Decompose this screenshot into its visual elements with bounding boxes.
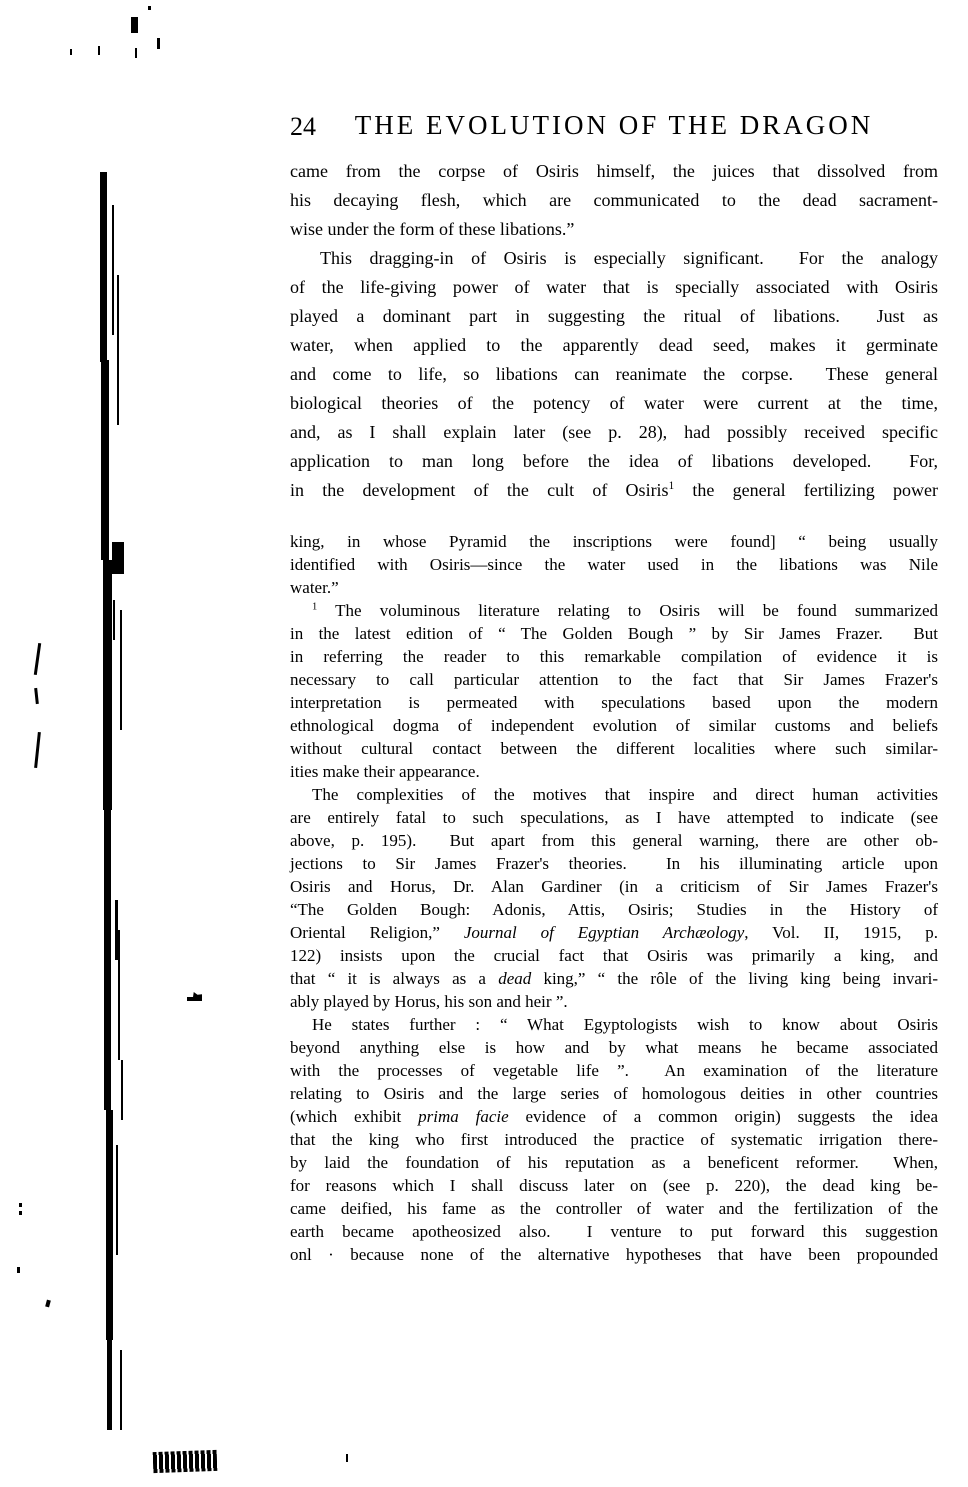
scan-blot [112,542,124,574]
text-line [290,898,938,921]
text-line [290,157,938,186]
text-run: ethnological dogma of independent evolution of similar customs and beliefs [290,716,938,735]
text-run: This dragging-in of Osiris is especially significant. For the analogy [320,248,938,268]
text-run: without cultural contact between the different localities where such similar- [290,739,938,758]
text-run: ities make their appearance. [290,762,480,781]
text-run: above, p. 195). But apart from this general warning, there are other ob- [290,831,938,850]
text-run: played a dominant part in suggesting the ritual of libations. Just as [290,306,938,326]
text-line [290,302,938,331]
text-run: identified with Osiris—since the water used in the libations was Nile [290,555,938,574]
scan-line [116,1145,118,1255]
text-line [290,760,938,783]
text-run: that the king who first introduced the practice of systematic irrigation there- [290,1130,938,1149]
text-run: earth became apotheosized also. I venture to put forward this suggestion [290,1222,938,1241]
text-line [290,1082,938,1105]
text-run: by laid the foundation of his reputation as a beneficent reformer. When, [290,1153,938,1172]
text-run: The voluminous literature relating to Osiris will be found summarized [317,601,938,620]
scan-line [118,930,120,1060]
text-run: onl · because none of the alternative hypotheses that have been propounded [290,1245,938,1264]
scan-blot [187,992,202,1001]
text-line [290,1243,938,1266]
text-line [290,186,938,215]
text-line [290,668,938,691]
scan-line [120,610,122,730]
text-line [290,1197,938,1220]
text-run: prima facie [418,1107,509,1126]
scan-streak [100,172,107,362]
text-run: the general fertilizing power [674,480,938,500]
text-run: king, in whose Pyramid the inscriptions were found] “ being usually [290,532,938,551]
text-run: relating to Osiris and the large series of homologous deities in other countries [290,1084,938,1103]
body-text [290,157,938,505]
text-run: evidence of a common origin) suggests the idea [508,1107,939,1126]
footnote-marker: 1 [668,480,675,492]
text-line [290,576,938,599]
text-run: water.” [290,578,339,597]
text-line [290,737,938,760]
text-line [290,944,938,967]
text-run: and, as I shall explain later (see p. 28), had possibly received specific [290,422,938,442]
text-line [290,1220,938,1243]
scan-tick [98,46,100,55]
text-run: with the processes of vegetable life ”. An examination of the literature [290,1061,938,1080]
scan-tick [70,49,72,55]
text-line [290,530,938,553]
text-run: dead [498,969,532,988]
text-run: necessary to call particular attention to the fact that Sir James Frazer's [290,670,938,689]
text-line [290,783,938,806]
text-line [290,852,938,875]
scan-smudge [153,1450,218,1473]
text-line [290,1151,938,1174]
text-run: “The Golden Bough: Adonis, Attis, Osiris; Studies in the History of [290,900,938,919]
text-run: Journal of Egyptian Archæology [463,923,745,942]
text-line [290,829,938,852]
scan-squiggle [34,732,41,768]
text-line [290,714,938,737]
text-line [290,1036,938,1059]
scan-line [117,275,119,425]
text-run: Osiris and Horus, Dr. Alan Gardiner (in a criticism of Sir James Frazer's [290,877,938,896]
scan-streak [103,560,112,810]
scan-squiggle [34,688,39,704]
text-run: are entirely fatal to such speculations, as I have attempted to indicate (see [290,808,938,827]
text-line [290,447,938,476]
text-run: jections to Sir James Frazer's theories. In his illuminating article upon [290,854,938,873]
text-line [290,990,938,1013]
scan-tick [135,48,137,58]
scan-tick [346,1454,348,1462]
scan-speck [148,6,151,10]
text-run: his decaying flesh, which are communicated to the dead sacrament- [290,190,938,210]
text-run: biological theories of the potency of water were current at the time, [290,393,938,413]
text-run: interpretation is permeated with speculations based upon the modern [290,693,938,712]
text-run: beyond anything else is how and by what means he became associated [290,1038,938,1057]
text-run: of the life-giving power of water that is specially associated with Osiris [290,277,938,297]
footnote-marker: 1 [312,601,318,613]
footnote-text [290,530,938,1266]
text-line [290,360,938,389]
scan-streak [104,810,111,1110]
text-run: Oriental Religion,” [290,923,464,942]
scan-speck [19,1211,22,1215]
scan-line [112,205,114,335]
text-line [290,967,938,990]
text-run: wise under the form of these libations.” [290,219,575,239]
text-run: , Vol. II, 1915, p. [744,923,938,942]
text-run: He states further : “ What Egyptologists wish to know about Osiris [312,1015,938,1034]
text-line [290,691,938,714]
text-line [290,1128,938,1151]
text-line [290,645,938,668]
page-header [290,110,938,144]
text-line [290,622,938,645]
scan-streak [106,1110,113,1340]
scan-line [120,1350,122,1430]
scan-streak [107,1340,112,1430]
text-line [290,418,938,447]
text-line [290,1105,938,1128]
text-line [290,215,938,244]
text-run: in the latest edition of “ The Golden Bough ” by Sir James Frazer. But [290,624,938,643]
text-line [290,244,938,273]
scan-tick [157,38,160,49]
text-run: (which exhibit [290,1107,419,1126]
text-line [290,806,938,829]
text-line [290,599,938,622]
text-run: water, when applied to the apparently dead seed, makes it germinate [290,335,938,355]
text-line [290,273,938,302]
scan-squiggle [34,643,41,675]
text-line [290,476,938,505]
scan-line [121,1060,123,1120]
text-line [290,921,938,944]
scan-speck [17,1267,20,1273]
text-run: for reasons which I shall discuss later on (see p. 220), the dead king be- [290,1176,938,1195]
text-run: The complexities of the motives that inspire and direct human activities [312,785,938,804]
text-run: that “ it is always as a [290,969,499,988]
text-run: ably played by Horus, his son and heir ”. [290,992,568,1011]
scan-streak [101,360,109,560]
scan-mark [131,17,138,33]
text-line [290,553,938,576]
text-line [290,875,938,898]
text-line [290,1013,938,1036]
page-number: 24 [290,112,316,141]
running-title: THE EVOLUTION OF THE DRAGON [354,110,874,140]
scan-line [113,600,115,640]
text-run: in referring the reader to this remarkable compilation of evidence it is [290,647,938,666]
text-run: king,” “ the rôle of the living king being invari- [531,969,938,988]
text-run: in the development of the cult of Osiris [290,480,669,500]
text-line [290,331,938,360]
text-run: 122) insists upon the crucial fact that Osiris was primarily a king, and [290,946,938,965]
text-line [290,1174,938,1197]
scan-speck [45,1300,51,1308]
text-run: came deified, his fame as the controller of water and the fertilization of the [290,1199,938,1218]
text-run: application to man long before the idea of libations developed. For, [290,451,938,471]
scan-speck [19,1203,22,1207]
text-run: came from the corpse of Osiris himself, the juices that dissolved from [290,161,938,181]
text-line [290,389,938,418]
text-line [290,1059,938,1082]
text-run: and come to life, so libations can reanimate the corpse. These general [290,364,938,384]
